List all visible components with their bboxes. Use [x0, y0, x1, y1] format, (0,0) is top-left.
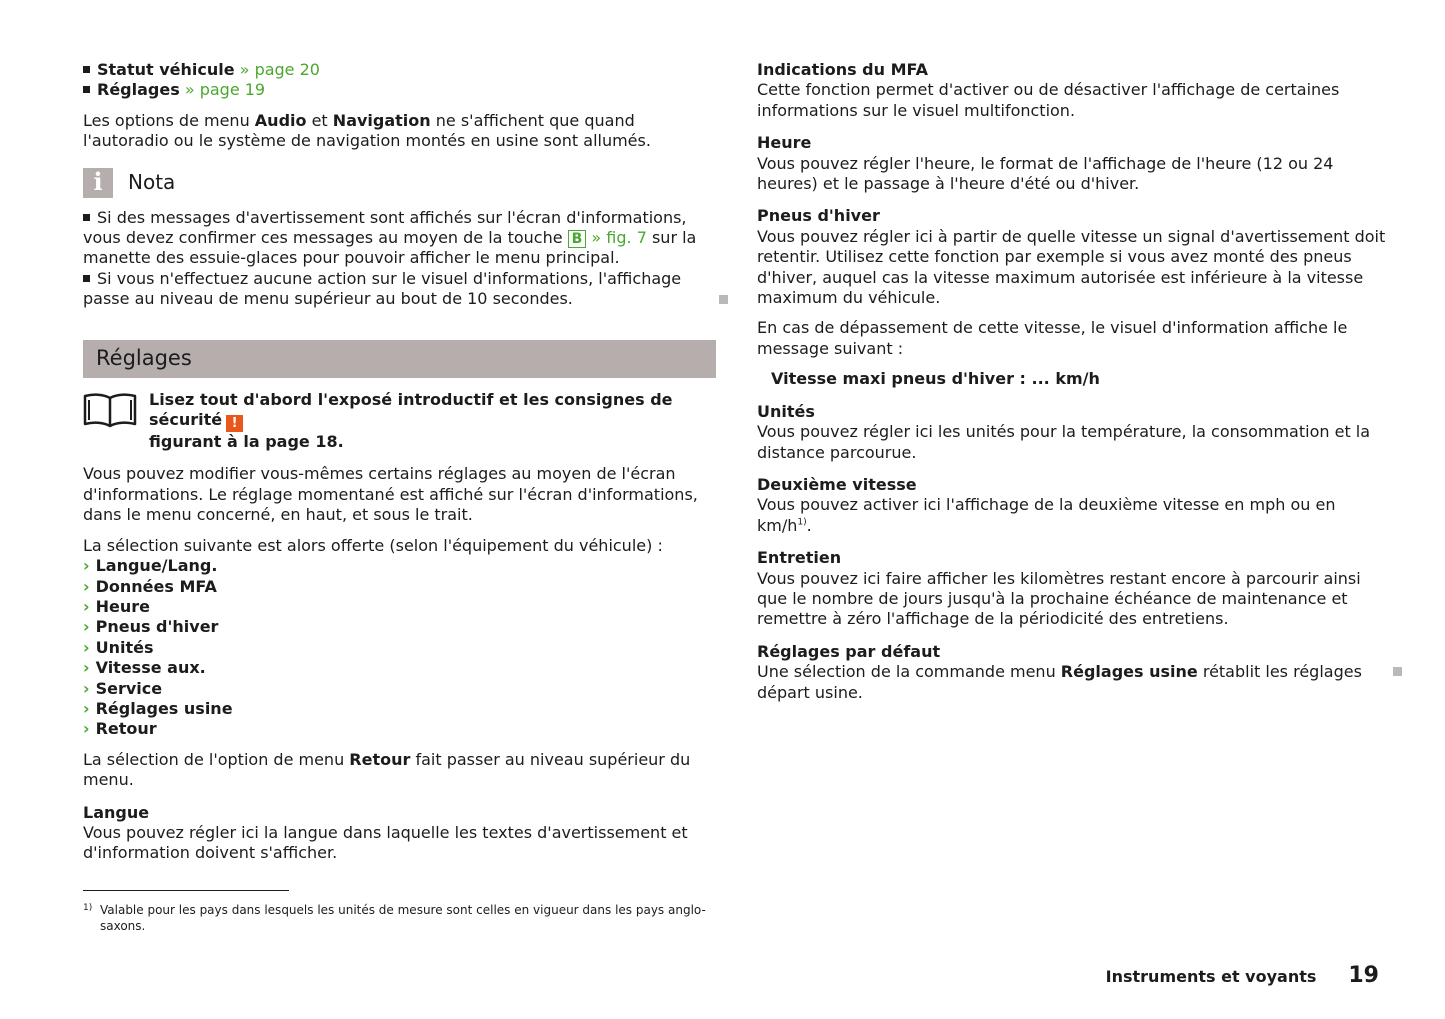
chevron-right-icon: › [83, 658, 90, 678]
nota-header [83, 168, 716, 198]
chevron-right-icon: › [83, 617, 90, 637]
body-paragraph: Vous pouvez régler ici les unités pour la température, la consommation et la distance parcourue. [757, 422, 1371, 462]
subheading-mfa: Indications du MFA [757, 60, 928, 79]
footer-section-title: Instruments et voyants [1105, 967, 1317, 986]
subheading-entretien: Entretien [757, 548, 842, 568]
subheading-deuxieme-vitesse: Deuxième vitesse [757, 474, 917, 494]
chevron-right-icon: › [83, 719, 90, 739]
footnote-text: Valable pour les pays dans lesquels les unités de mesure sont celles en vigueur dans les pays anglo-saxons. [100, 903, 706, 933]
subheading-pneus: Pneus d'hiver [757, 206, 880, 226]
page-link[interactable]: » page 20 [239, 60, 320, 79]
nota-title: Nota [128, 170, 176, 195]
safety-notice: Lisez tout d'abord l'exposé introductif et les consignes de sécurité ! figurant à la page 18. [83, 390, 716, 453]
footnote-ref: 1) [797, 517, 807, 528]
page-link[interactable]: » page 19 [184, 80, 266, 100]
list-item: › Vitesse aux. [83, 658, 206, 678]
list-item: Statut véhicule » page 20 [83, 60, 716, 80]
key-b-icon: B [568, 230, 587, 248]
section-heading: Réglages [83, 340, 716, 378]
list-item: › Service [83, 678, 163, 698]
nota-item: Si vous n'effectuez aucune action sur le visuel d'informations, l'affichage passe au niveau de menu supérieur au bout de 10 secondes. [83, 268, 682, 309]
body-paragraph: En cas de dépassement de cette vitesse, le visuel d'information affiche le message suivant : [757, 318, 1348, 358]
subheading-heure: Heure [757, 133, 812, 153]
footnote-mark: 1) [83, 903, 93, 913]
square-bullet-icon [83, 86, 90, 93]
body-paragraph: Vous pouvez activer ici l'affichage de la deuxième vitesse en mph ou en $km/h^{1)}$. [757, 495, 1336, 535]
intro-paragraph: Les options de menu Audio et Navigation ne s'affichent que quand l'autoradio ou le système de navigation montés en usine sont allumés. [83, 110, 651, 151]
subheading-defaut: Réglages par défaut [757, 641, 941, 661]
square-bullet-icon [83, 66, 90, 73]
body-paragraph: Vous pouvez régler ici la langue dans laquelle les textes d'avertissement et d'information doivent s'afficher. [83, 822, 688, 863]
body-paragraph: Cette fonction permet d'activer ou de désactiver l'affichage de certaines informations sur le visuel multifonction. [757, 80, 1340, 120]
list-item: › Réglages usine [83, 698, 233, 718]
footnote-divider [83, 890, 289, 891]
menu-list [83, 556, 716, 740]
body-paragraph: La sélection suivante est alors offerte (selon l'équipement du véhicule) : [83, 535, 663, 555]
chevron-right-icon: › [83, 698, 90, 718]
chevron-right-icon: › [83, 576, 90, 596]
chevron-right-icon: › [83, 556, 90, 576]
left-column [83, 60, 716, 864]
bullet-list [83, 60, 716, 101]
figure-link[interactable]: » fig. 7 [591, 228, 647, 248]
book-icon [83, 392, 137, 428]
body-paragraph: Une sélection de la commande menu Réglages usine rétablit les réglages départ usine. [757, 662, 1362, 702]
subheading-langue: Langue [83, 802, 150, 822]
chevron-right-icon: › [83, 678, 90, 698]
chevron-right-icon: › [83, 596, 90, 616]
list-item: › Heure [83, 596, 150, 616]
list-item: › Pneus d'hiver [83, 617, 219, 637]
right-column [757, 60, 1389, 703]
body-paragraph: Vous pouvez régler l'heure, le format de l'affichage de l'heure (12 ou 24 heures) et le passage à l'heure d'été ou d'hiver. [757, 153, 1334, 194]
list-item: Réglages » page 19 [83, 80, 716, 100]
list-item: › Unités [83, 637, 154, 657]
section-end-marker [719, 295, 728, 304]
warning-icon: ! [226, 415, 243, 432]
display-message: Vitesse maxi pneus d'hiver : ... km/h [771, 369, 1100, 389]
list-item: › Langue/Lang. [83, 556, 218, 576]
square-bullet-icon [83, 214, 90, 221]
page-number: 19 [1348, 963, 1379, 988]
body-paragraph: Vous pouvez modifier vous-mêmes certains réglages au moyen de l'écran d'informations. Le réglage momentané est affiché sur l'écran d'informations, dans le menu concerné, en haut, et sous le trait. [83, 464, 698, 525]
subheading-unites: Unités [757, 401, 815, 421]
footnote [83, 902, 713, 934]
info-icon: i [83, 168, 113, 198]
body-paragraph: Vous pouvez régler ici à partir de quelle vitesse un signal d'avertissement doit retentir. Utilisez cette fonction par exemple si vous avez monté des pneus d'hiver, auquel cas la vitesse maximum autorisée est inférieure à la vitesse maximum du véhicule. [757, 226, 1386, 308]
body-paragraph: Vous pouvez ici faire afficher les kilomètres restant encore à parcourir ainsi que le nombre de jours jusqu'à la prochaine échéance de maintenance et remettre à zéro l'affichage de la périodicité des entretiens. [757, 568, 1361, 629]
page-footer [1105, 963, 1379, 988]
nota-item: Si des messages d'avertissement sont affichés sur l'écran d'informations, vous devez confirmer ces messages au moyen de la touche B » fig. 7 sur la manette des essuie-glaces pour pouvoir afficher le menu principal. [83, 207, 697, 268]
list-item: › Données MFA [83, 576, 217, 596]
square-bullet-icon [83, 275, 90, 282]
chevron-right-icon: › [83, 637, 90, 657]
list-item: › Retour [83, 719, 157, 739]
section-end-marker [1393, 667, 1402, 676]
retour-paragraph: La sélection de l'option de menu Retour fait passer au niveau supérieur du menu. [83, 749, 691, 790]
